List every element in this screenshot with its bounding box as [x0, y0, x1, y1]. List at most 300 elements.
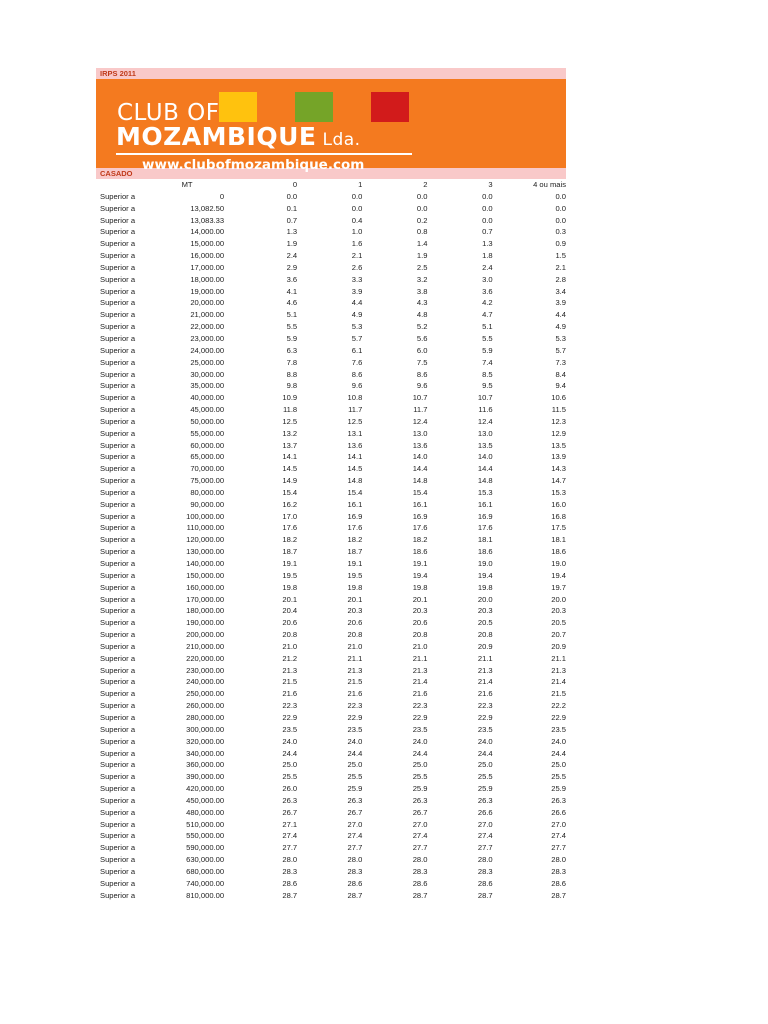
rate-dependents-2: 9.6: [416, 381, 428, 391]
table-row: [96, 641, 566, 653]
rate-dependents-1: 25.5: [347, 772, 363, 782]
rate-dependents-0: 0.1: [286, 203, 298, 213]
income-threshold: 480,000.00: [186, 807, 225, 817]
income-threshold: 740,000.00: [186, 878, 225, 888]
table-row: [96, 830, 566, 842]
rate-dependents-1: 19.5: [347, 570, 363, 580]
rate-dependents-3: 14.4: [477, 464, 493, 474]
row-label: Superior a: [100, 416, 136, 426]
income-threshold: 200,000.00: [186, 630, 225, 640]
rate-dependents-1: 19.1: [347, 559, 363, 568]
rate-dependents-0: 1.3: [286, 227, 298, 237]
row-label: Superior a: [100, 618, 136, 628]
rate-dependents-1: 28.6: [347, 878, 363, 888]
rate-dependents-2: 28.3: [412, 866, 428, 876]
rate-dependents-2: 22.3: [412, 701, 428, 711]
row-label: Superior a: [100, 677, 136, 687]
rate-dependents-0: 15.4: [282, 487, 298, 497]
rate-dependents-2: 28.0: [412, 855, 428, 865]
rate-dependents-1: 1.0: [351, 227, 363, 237]
income-threshold: 100,000.00: [186, 511, 225, 521]
rate-dependents-1: 14.1: [347, 452, 363, 462]
rate-dependents-2: 25.9: [412, 784, 428, 794]
row-label: Superior a: [100, 215, 136, 225]
table-row: [96, 203, 566, 215]
row-label: Superior a: [100, 701, 136, 711]
rate-dependents-4-ou-mais: 16.8: [551, 511, 566, 521]
rate-dependents-1: 24.0: [347, 736, 363, 746]
income-threshold: 13,083.33: [190, 215, 225, 225]
rate-dependents-0: 14.1: [282, 452, 298, 462]
rate-dependents-4-ou-mais: 25.5: [551, 772, 566, 782]
rate-dependents-3: 2.4: [482, 262, 493, 272]
table-row: [96, 866, 566, 878]
rate-dependents-4-ou-mais: 3.4: [555, 286, 566, 296]
rate-dependents-3: 28.7: [477, 890, 493, 900]
rate-dependents-4-ou-mais: 22.9: [551, 712, 566, 722]
irps-sheet: [96, 68, 566, 901]
rate-dependents-3: 18.6: [477, 547, 493, 557]
rate-dependents-1: 14.8: [347, 476, 363, 486]
rate-dependents-1: 20.1: [347, 594, 363, 604]
rate-dependents-4-ou-mais: 20.0: [551, 594, 566, 604]
rate-dependents-4-ou-mais: 0.9: [555, 239, 566, 249]
rate-dependents-3: 10.7: [477, 393, 493, 403]
rate-dependents-4-ou-mais: 19.4: [551, 570, 566, 580]
rate-dependents-4-ou-mais: 28.3: [551, 866, 566, 876]
income-threshold: 80,000.00: [190, 487, 225, 497]
rate-dependents-0: 21.3: [282, 665, 298, 675]
rate-dependents-4-ou-mais: 4.9: [555, 322, 566, 332]
logo-text-mozambique: [116, 122, 361, 151]
income-threshold: 55,000.00: [190, 428, 225, 438]
rate-dependents-0: 5.9: [286, 333, 298, 343]
rate-dependents-3: 19.4: [477, 570, 493, 580]
rate-dependents-4-ou-mais: 13.5: [551, 440, 566, 450]
income-threshold: 180,000.00: [186, 606, 225, 616]
rate-dependents-1: 22.9: [347, 712, 363, 722]
rate-dependents-1: 2.6: [351, 262, 363, 272]
income-threshold: 20,000.00: [190, 298, 225, 308]
rate-dependents-2: 15.4: [412, 487, 428, 497]
rate-dependents-2: 16.1: [412, 499, 428, 509]
rate-dependents-0: 21.6: [282, 689, 298, 699]
rate-dependents-4-ou-mais: 5.7: [555, 345, 566, 355]
rate-dependents-2: 21.3: [412, 665, 428, 675]
rate-dependents-0: 1.9: [286, 239, 298, 249]
row-label: Superior a: [100, 890, 136, 900]
row-label: Superior a: [100, 843, 136, 853]
rate-dependents-2: 28.6: [412, 878, 428, 888]
logo-text-mozambique-word: MOZAMBIQUE: [116, 122, 317, 151]
rate-dependents-4-ou-mais: 7.3: [555, 357, 566, 367]
rate-dependents-1: 4.4: [351, 298, 363, 308]
rate-dependents-0: 17.6: [282, 523, 298, 533]
income-threshold: 450,000.00: [186, 795, 225, 805]
rate-dependents-2: 21.4: [412, 677, 428, 687]
rate-dependents-4-ou-mais: 25.9: [551, 784, 566, 794]
rate-dependents-2: 20.1: [412, 594, 428, 604]
row-label: Superior a: [100, 298, 136, 308]
table-row: [96, 286, 566, 298]
income-threshold: 280,000.00: [186, 712, 225, 722]
table-row: [96, 534, 566, 546]
rate-dependents-3: 20.0: [477, 594, 493, 604]
rate-dependents-3: 21.6: [477, 689, 493, 699]
rate-dependents-0: 19.5: [282, 570, 298, 580]
rate-dependents-3: 21.4: [477, 677, 493, 687]
row-label: Superior a: [100, 345, 136, 355]
rate-dependents-3: 28.0: [477, 855, 493, 865]
row-label: Superior a: [100, 369, 136, 379]
rate-dependents-3: 14.0: [477, 452, 493, 462]
rate-dependents-4-ou-mais: 0.0: [555, 203, 566, 213]
table-row: [96, 582, 566, 594]
rate-dependents-2: 18.2: [412, 535, 428, 545]
income-threshold: 120,000.00: [186, 535, 225, 545]
row-label: Superior a: [100, 511, 136, 521]
rate-dependents-4-ou-mais: 12.9: [551, 428, 566, 438]
rate-dependents-1: 9.6: [351, 381, 363, 391]
table-row: [96, 570, 566, 582]
row-label: Superior a: [100, 452, 136, 462]
rate-dependents-3: 23.5: [477, 724, 493, 734]
table-row: [96, 215, 566, 227]
income-threshold: 75,000.00: [190, 476, 225, 486]
row-label: Superior a: [100, 310, 136, 320]
rate-dependents-1: 27.7: [347, 843, 363, 853]
row-label: Superior a: [100, 286, 136, 296]
row-label: Superior a: [100, 855, 136, 865]
table-row: [96, 748, 566, 760]
rate-dependents-2: 13.6: [412, 440, 428, 450]
rate-dependents-4-ou-mais: 12.3: [551, 416, 566, 426]
rate-dependents-0: 18.7: [282, 547, 298, 557]
row-label: Superior a: [100, 641, 136, 651]
rate-dependents-3: 0.0: [482, 203, 493, 213]
rate-dependents-0: 16.2: [282, 499, 298, 509]
rate-dependents-4-ou-mais: 28.7: [551, 890, 566, 900]
rate-dependents-1: 17.6: [347, 523, 363, 533]
row-label: Superior a: [100, 262, 136, 272]
table-row: [96, 380, 566, 392]
rate-dependents-1: 21.5: [347, 677, 363, 687]
rate-dependents-1: 28.0: [347, 855, 363, 865]
income-threshold: 45,000.00: [190, 405, 225, 415]
rate-dependents-2: 21.6: [412, 689, 428, 699]
row-label: Superior a: [100, 630, 136, 640]
row-label: Superior a: [100, 251, 136, 261]
rate-dependents-3: 20.9: [477, 641, 493, 651]
rate-dependents-1: 3.3: [351, 274, 363, 284]
rate-dependents-3: 0.0: [482, 215, 493, 225]
rate-dependents-1: 27.4: [347, 831, 363, 841]
rate-dependents-4-ou-mais: 24.4: [551, 748, 566, 758]
income-threshold: 150,000.00: [186, 570, 225, 580]
rate-dependents-0: 25.5: [282, 772, 298, 782]
table-row: [96, 653, 566, 665]
income-threshold: 240,000.00: [186, 677, 225, 687]
rate-dependents-0: 21.0: [282, 641, 298, 651]
rate-dependents-3: 24.0: [477, 736, 493, 746]
rate-dependents-2: 26.7: [412, 807, 428, 817]
rate-dependents-0: 26.7: [282, 807, 298, 817]
rate-dependents-3: 28.3: [477, 866, 493, 876]
rate-dependents-2: 21.0: [412, 641, 428, 651]
rate-dependents-1: 27.0: [347, 819, 363, 829]
income-threshold: 170,000.00: [186, 594, 225, 604]
header-dependents-2: 2: [423, 180, 428, 189]
income-threshold: 15,000.00: [190, 239, 225, 249]
rate-dependents-2: 20.6: [412, 618, 428, 628]
green-square-logo-mark: [295, 92, 333, 122]
rate-dependents-1: 11.7: [348, 405, 363, 415]
rate-dependents-2: 20.8: [412, 630, 428, 640]
yellow-square-logo-mark: [219, 92, 257, 122]
income-threshold: 90,000.00: [190, 499, 225, 509]
table-row: [96, 854, 566, 866]
logo-text-lda: Lda.: [322, 130, 361, 150]
income-threshold: 60,000.00: [190, 440, 225, 450]
rate-dependents-4-ou-mais: 9.4: [555, 381, 566, 391]
table-row: [96, 463, 566, 475]
income-threshold: 65,000.00: [190, 452, 225, 462]
table-row: [96, 404, 566, 416]
row-label: Superior a: [100, 866, 136, 876]
income-threshold: 24,000.00: [190, 345, 225, 355]
rate-dependents-0: 22.3: [282, 701, 298, 711]
rate-dependents-3: 3.6: [482, 286, 493, 296]
rate-dependents-4-ou-mais: 19.0: [551, 559, 566, 568]
rate-dependents-3: 3.0: [482, 274, 493, 284]
row-label: Superior a: [100, 570, 136, 580]
rate-dependents-3: 7.4: [482, 357, 493, 367]
rate-dependents-0: 21.2: [282, 653, 298, 663]
rate-dependents-3: 1.3: [482, 239, 493, 249]
rate-dependents-2: 22.9: [412, 712, 428, 722]
rate-dependents-2: 0.0: [416, 191, 428, 201]
row-label: Superior a: [100, 499, 136, 509]
rate-dependents-3: 14.8: [477, 476, 493, 486]
table-row: [96, 428, 566, 440]
row-label: Superior a: [100, 559, 136, 568]
rate-dependents-0: 21.5: [282, 677, 298, 687]
rate-dependents-4-ou-mais: 21.1: [551, 653, 566, 663]
rate-dependents-2: 4.3: [416, 298, 428, 308]
rate-dependents-3: 22.9: [477, 712, 493, 722]
rate-dependents-0: 26.0: [282, 784, 298, 794]
rate-dependents-1: 20.6: [347, 618, 363, 628]
row-label: Superior a: [100, 239, 136, 249]
table-row: [96, 262, 566, 274]
rate-dependents-0: 20.4: [282, 606, 298, 616]
rate-dependents-1: 1.6: [351, 239, 363, 249]
table-row: [96, 605, 566, 617]
rate-dependents-0: 28.0: [282, 855, 298, 865]
rate-dependents-3: 0.0: [482, 191, 493, 201]
rate-dependents-3: 20.8: [477, 630, 493, 640]
rate-dependents-4-ou-mais: 21.3: [551, 665, 566, 675]
rate-dependents-0: 28.7: [282, 890, 298, 900]
rate-dependents-3: 19.8: [477, 582, 493, 592]
rate-dependents-4-ou-mais: 21.4: [551, 677, 566, 687]
rate-dependents-0: 25.0: [282, 760, 298, 770]
table-row: [96, 392, 566, 404]
table-row: [96, 819, 566, 831]
rate-dependents-1: 3.9: [351, 286, 363, 296]
rate-dependents-4-ou-mais: 0.3: [555, 227, 566, 237]
income-threshold: 420,000.00: [186, 784, 225, 794]
rate-dependents-1: 25.9: [347, 784, 363, 794]
table-row: [96, 629, 566, 641]
row-label: Superior a: [100, 203, 136, 213]
rate-dependents-3: 20.5: [477, 618, 493, 628]
rate-dependents-4-ou-mais: 4.4: [555, 310, 566, 320]
row-label: Superior a: [100, 191, 136, 201]
rate-dependents-2: 19.1: [412, 559, 428, 568]
income-threshold: 810,000.00: [186, 890, 225, 900]
row-label: Superior a: [100, 381, 136, 391]
rate-dependents-2: 18.6: [412, 547, 428, 557]
income-threshold: 360,000.00: [186, 760, 225, 770]
rate-dependents-3: 25.0: [477, 760, 493, 770]
rate-dependents-2: 27.7: [412, 843, 428, 853]
rate-dependents-4-ou-mais: 2.1: [555, 262, 566, 272]
income-threshold: 130,000.00: [186, 547, 225, 557]
rate-dependents-1: 28.7: [347, 890, 363, 900]
row-label: Superior a: [100, 831, 136, 841]
rate-dependents-2: 16.9: [412, 511, 428, 521]
row-label: Superior a: [100, 819, 136, 829]
rate-dependents-2: 4.8: [416, 310, 428, 320]
table-row: [96, 499, 566, 511]
rate-dependents-4-ou-mais: 28.6: [551, 878, 566, 888]
rate-dependents-3: 21.1: [477, 653, 493, 663]
rate-dependents-2: 20.3: [412, 606, 428, 616]
rate-dependents-0: 5.1: [286, 310, 298, 320]
rate-dependents-1: 13.6: [347, 440, 363, 450]
rate-dependents-4-ou-mais: 0.0: [555, 191, 566, 201]
income-threshold: 250,000.00: [186, 689, 225, 699]
rate-dependents-3: 27.4: [477, 831, 493, 841]
rate-dependents-0: 8.8: [286, 369, 298, 379]
row-label: Superior a: [100, 227, 136, 237]
income-threshold: 25,000.00: [190, 357, 225, 367]
row-label: Superior a: [100, 333, 136, 343]
rate-dependents-4-ou-mais: 20.3: [551, 606, 566, 616]
rate-dependents-2: 21.1: [412, 653, 428, 663]
row-label: Superior a: [100, 322, 136, 332]
rate-dependents-0: 4.6: [286, 298, 298, 308]
row-label: Superior a: [100, 748, 136, 758]
header-label-cell: [96, 179, 160, 191]
table-row: [96, 451, 566, 463]
rate-dependents-1: 7.6: [351, 357, 363, 367]
table-row: [96, 369, 566, 381]
table-row: [96, 309, 566, 321]
rate-dependents-4-ou-mais: 14.3: [551, 464, 566, 474]
rate-dependents-3: 0.7: [482, 227, 493, 237]
rate-dependents-1: 13.1: [347, 428, 363, 438]
income-threshold: 550,000.00: [186, 831, 225, 841]
rate-dependents-0: 0.7: [286, 215, 298, 225]
rate-dependents-1: 14.5: [347, 464, 363, 474]
rate-dependents-3: 27.0: [477, 819, 493, 829]
income-threshold: 140,000.00: [186, 559, 225, 568]
rate-dependents-0: 23.5: [282, 724, 298, 734]
row-label: Superior a: [100, 665, 136, 675]
rate-dependents-0: 14.9: [282, 476, 298, 486]
table-row: [96, 807, 566, 819]
rate-dependents-3: 18.1: [477, 535, 493, 545]
rate-dependents-1: 8.6: [351, 369, 363, 379]
row-label: Superior a: [100, 795, 136, 805]
income-threshold: 300,000.00: [186, 724, 225, 734]
income-threshold: 230,000.00: [186, 665, 225, 675]
table-row: [96, 712, 566, 724]
rate-dependents-2: 10.7: [412, 393, 428, 403]
table-row: [96, 724, 566, 736]
rate-dependents-1: 0.0: [351, 203, 363, 213]
rate-dependents-1: 6.1: [351, 345, 363, 355]
table-row: [96, 522, 566, 534]
rate-dependents-3: 20.3: [477, 606, 493, 616]
table-row: [96, 321, 566, 333]
rate-dependents-3: 16.1: [477, 499, 493, 509]
rate-dependents-0: 2.9: [286, 262, 298, 272]
rate-dependents-4-ou-mais: 18.1: [551, 535, 566, 545]
income-threshold: 320,000.00: [186, 736, 225, 746]
rate-dependents-2: 27.0: [412, 819, 428, 829]
table-row: [96, 771, 566, 783]
table-row: [96, 878, 566, 890]
row-label: Superior a: [100, 428, 136, 438]
rate-dependents-2: 7.5: [416, 357, 428, 367]
rate-dependents-1: 26.7: [347, 807, 363, 817]
income-threshold: 19,000.00: [190, 286, 225, 296]
table-row: [96, 759, 566, 771]
rate-dependents-0: 13.2: [282, 428, 298, 438]
rate-dependents-3: 8.5: [482, 369, 493, 379]
table-row: [96, 783, 566, 795]
rate-dependents-3: 19.0: [477, 559, 493, 568]
rate-dependents-3: 25.5: [477, 772, 493, 782]
rate-dependents-1: 18.7: [347, 547, 363, 557]
rate-dependents-1: 28.3: [347, 866, 363, 876]
rate-dependents-2: 14.8: [412, 476, 428, 486]
rate-dependents-1: 23.5: [347, 724, 363, 734]
rate-dependents-3: 26.3: [477, 795, 493, 805]
row-label: Superior a: [100, 547, 136, 557]
table-row: [96, 191, 566, 203]
rate-dependents-3: 28.6: [477, 878, 493, 888]
rate-dependents-4-ou-mais: 22.2: [551, 701, 566, 711]
rate-dependents-1: 19.8: [347, 582, 363, 592]
rate-dependents-4-ou-mais: 20.5: [551, 618, 566, 628]
rate-dependents-1: 25.0: [347, 760, 363, 770]
income-threshold: 510,000.00: [186, 819, 225, 829]
rate-dependents-0: 20.8: [282, 630, 298, 640]
rate-dependents-0: 19.1: [282, 559, 298, 568]
rate-dependents-2: 13.0: [412, 428, 428, 438]
row-label: Superior a: [100, 535, 136, 545]
rate-dependents-0: 12.5: [282, 416, 298, 426]
rate-dependents-2: 5.6: [416, 333, 428, 343]
income-threshold: 340,000.00: [186, 748, 225, 758]
rate-dependents-0: 27.4: [282, 831, 298, 841]
rate-dependents-4-ou-mais: 1.5: [555, 251, 566, 261]
rate-dependents-2: 26.3: [412, 795, 428, 805]
